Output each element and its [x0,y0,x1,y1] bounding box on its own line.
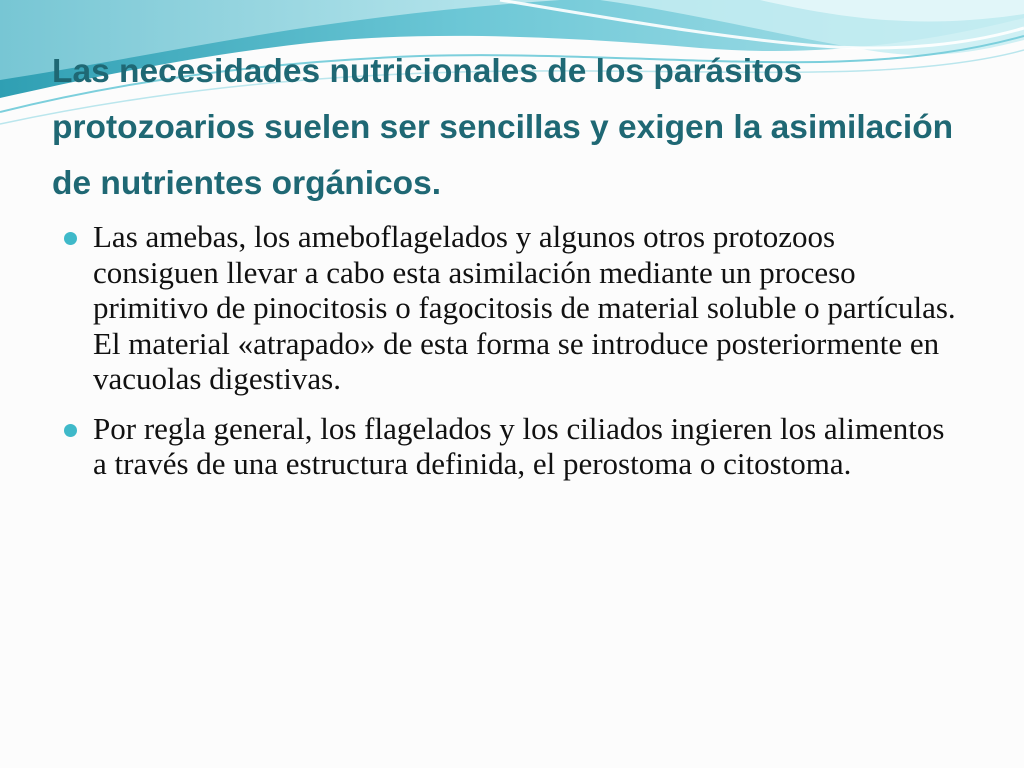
bullet-text: Por regla general, los flagelados y los ciliados ingieren los alimentos a través de una estructura definida, el perostoma o citostoma. [93,410,945,481]
bullet-item [64,219,964,397]
bullet-text: Las amebas, los ameboflagelados y algunos otros protozoos consiguen llevar a cabo esta asimilación mediante un proceso primitivo de pinocitosis o fagocitosis de material soluble o partículas. El material «atrapado» de esta forma se introduce posteriormente en vacuolas digestivas. [93,219,956,396]
bullet-list [64,219,964,496]
bullet-item [64,411,964,482]
slide-title: Las necesidades nutricionales de los parásitos protozoarios suelen ser sencillas y exigen la asimilación de nutrientes orgánicos. [52,53,954,202]
bullet-dot-icon [64,232,77,245]
bullet-dot-icon [64,424,77,437]
